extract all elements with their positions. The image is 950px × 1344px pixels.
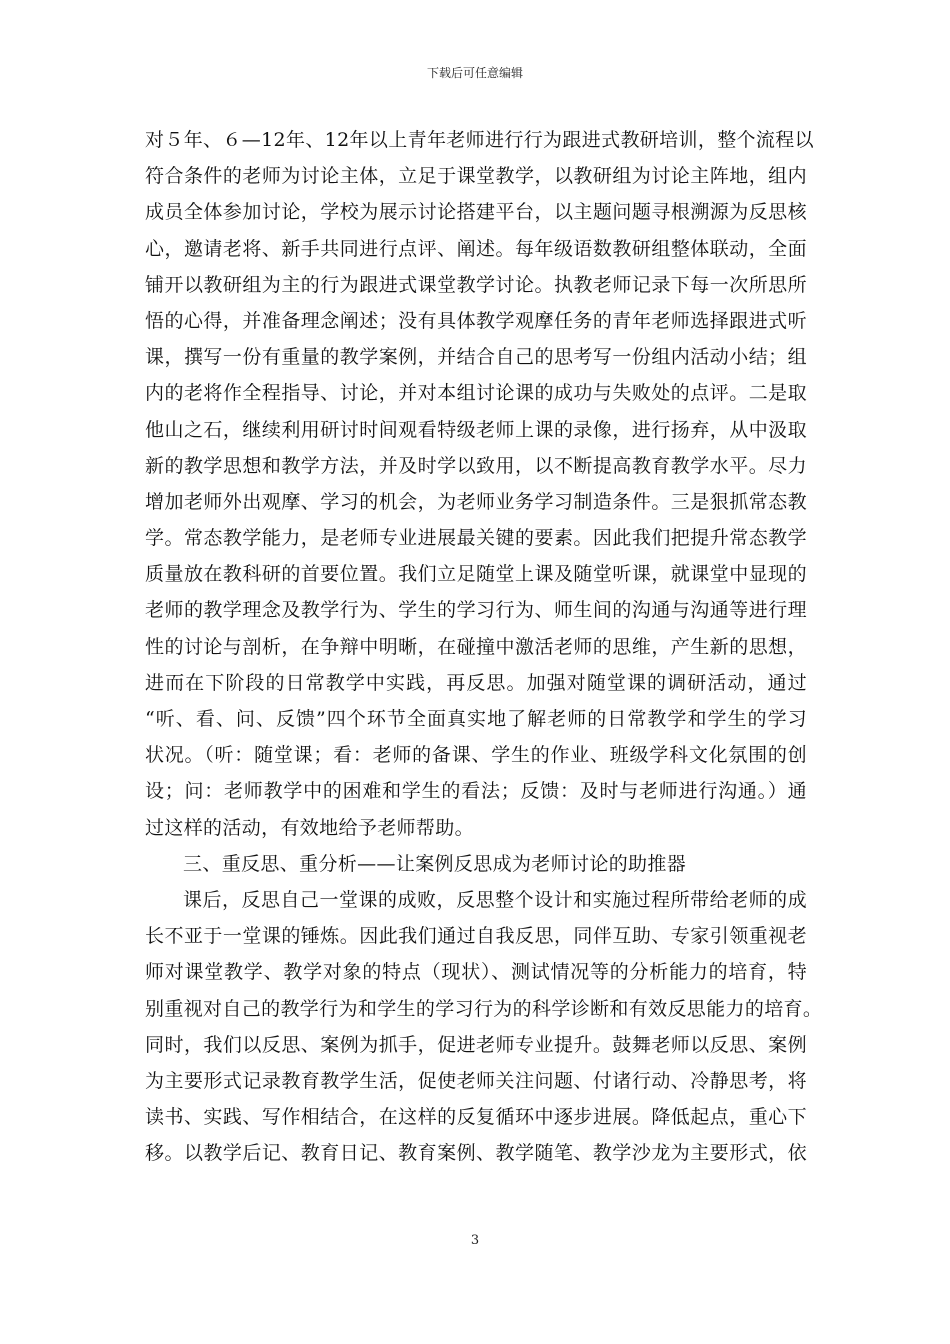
text-line: 师对课堂教学、教学对象的特点（现状）、测试情况等的分析能力的培育，特 (145, 961, 807, 984)
text-line: 质量放在教科研的首要位置。我们立足随堂上课及随堂听课，就课堂中显现的 (145, 563, 807, 586)
text-line: 符合条件的老师为讨论主体，立足于课堂教学，以教研组为讨论主阵地，组内 (145, 165, 807, 188)
text-line: 心，邀请老将、新手共同进行点评、阐述。每年级语数教研组整体联动，全面 (145, 237, 807, 260)
text-line: 学。常态教学能力，是老师专业进展最关键的要素。因此我们把提升常态教学 (145, 527, 807, 550)
text-line: 对５年、６—12年、12年以上青年老师进行行为跟进式教研培训，整个流程以 (145, 129, 814, 151)
text-line: 老师的教学理念及教学行为、学生的学习行为、师生间的沟通与沟通等进行理 (145, 599, 807, 622)
text-line: 设；问：老师教学中的困难和学生的看法；反馈：及时与老师进行沟通。）通 (145, 780, 807, 803)
text-line: 进而在下阶段的日常教学中实践，再反思。加强对随堂课的调研活动，通过 (145, 671, 807, 694)
section-heading: 三、重反思、重分析——让案例反思成为老师讨论的助推器 (183, 852, 687, 875)
text-line: 性的讨论与剖析，在争辩中明晰，在碰撞中激活老师的思维，产生新的思想， (145, 635, 807, 658)
document-body (145, 122, 823, 1171)
text-line: 悟的心得，并准备理念阐述；没有具体教学观摩任务的青年老师选择跟进式听 (145, 309, 807, 332)
text-line: 课，撰写一份有重量的教学案例，并结合自己的思考写一份组内活动小结；组 (145, 346, 807, 369)
text-line: “听、看、问、反馈”四个环节全面真实地了解老师的日常教学和学生的学习 (145, 708, 807, 730)
text-line: 他山之石，继续利用研讨时间观看特级老师上课的录像，进行扬弃，从中汲取 (145, 418, 807, 441)
paragraph (145, 882, 823, 1172)
text-line: 增加老师外出观摩、学习的机会，为老师业务学习制造条件。三是狠抓常态教 (145, 490, 807, 513)
page-header: 下载后可任意编辑 (426, 66, 523, 80)
text-line: 成员全体参加讨论，学校为展示讨论搭建平台，以主题问题寻根溯源为反思核 (145, 201, 807, 224)
text-line: 读书、实践、写作相结合，在这样的反复循环中逐步进展。降低起点，重心下 (145, 1106, 807, 1129)
text-line: 新的教学思想和教学方法，并及时学以致用，以不断提高教育教学水平。尽力 (145, 454, 807, 477)
text-line: 课后，反思自己一堂课的成败，反思整个设计和实施过程所带给老师的成 (183, 888, 807, 911)
text-line: 长不亚于一堂课的锤炼。因此我们通过自我反思，同伴互助、专家引领重视老 (145, 925, 807, 948)
text-line: 状况。（听：随堂课；看：老师的备课、学生的作业、班级学科文化氛围的创 (145, 744, 807, 767)
page-number: 3 (470, 1233, 480, 1248)
paragraph (145, 122, 814, 846)
text-line: 别重视对自己的教学行为和学生的学习行为的科学诊断和有效反思能力的培育。 (145, 997, 823, 1020)
text-line: 内的老将作全程指导、讨论，并对本组讨论课的成功与失败处的点评。二是取 (145, 382, 807, 405)
text-line: 过这样的活动，有效地给予老师帮助。 (145, 816, 474, 839)
text-line: 同时，我们以反思、案例为抓手，促进老师专业提升。鼓舞老师以反思、案例 (145, 1033, 807, 1056)
text-line: 移。以教学后记、教育日记、教育案例、教学随笔、教学沙龙为主要形式，依 (145, 1142, 807, 1165)
text-line: 为主要形式记录教育教学生活，促使老师关注问题、付诸行动、冷静思考，将 (145, 1069, 807, 1092)
text-line: 铺开以教研组为主的行为跟进式课堂教学讨论。执教老师记录下每一次所思所 (145, 273, 807, 296)
